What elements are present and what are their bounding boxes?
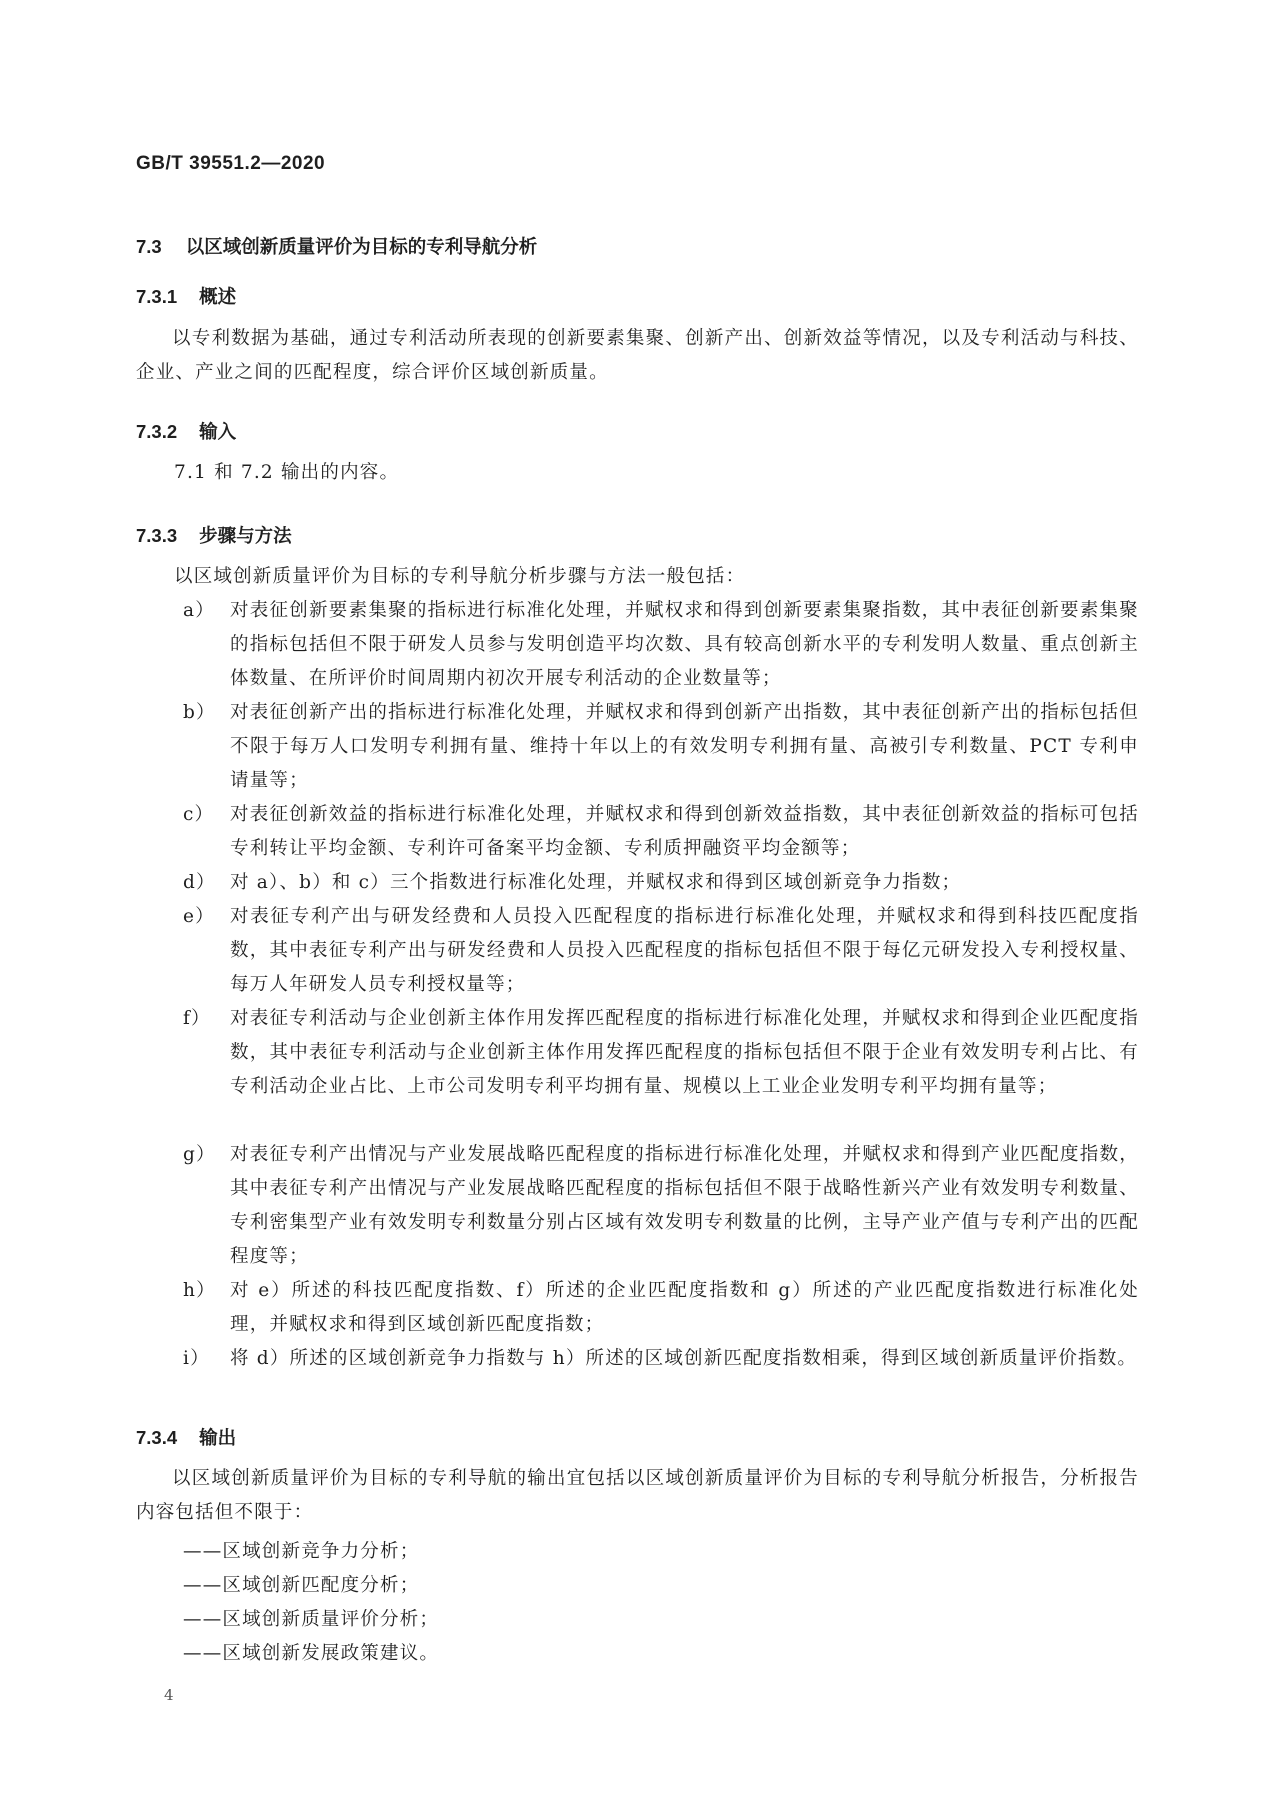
list-item-text: 对 a）、b）和 c）三个指数进行标准化处理，并赋权求和得到区域创新竞争力指数； — [230, 872, 962, 893]
standard-code: GB/T 39551.2—2020 — [136, 153, 326, 174]
list-item-text: 对表征专利产出与研发经费和人员投入匹配程度的指标进行标准化处理，并赋权求和得到科技匹配度指数，其中表征专利产出与研发经费和人员投入匹配程度的指标包括但不限于每亿元研发投入专利授权量、每万人年研发人员专利授权量等； — [230, 906, 1139, 995]
section-heading-7-3 — [136, 233, 537, 259]
list-item — [183, 1342, 1139, 1376]
paragraph-input: 7.1 和 7.2 输出的内容。 — [174, 462, 400, 483]
subsection-heading-7-3-3 — [136, 522, 292, 548]
list-item — [183, 1002, 1139, 1104]
list-item — [183, 696, 1139, 798]
subsection-number: 7.3.4 — [136, 1427, 178, 1448]
dash-list-item: ——区域创新质量评价分析； — [183, 1609, 440, 1630]
subsection-heading-7-3-4 — [136, 1424, 236, 1450]
list-item-text: 对表征创新要素集聚的指标进行标准化处理，并赋权求和得到创新要素集聚指数，其中表征创新要素集聚的指标包括但不限于研发人员参与发明创造平均次数、具有较高创新水平的专利发明人数量、重点创新主体数量、在所评价时间周期内初次开展专利活动的企业数量等； — [230, 600, 1139, 689]
list-item-text: 将 d）所述的区域创新竞争力指数与 h）所述的区域创新匹配度指数相乘，得到区域创新质量评价指数。 — [230, 1348, 1138, 1369]
list-marker: a） — [183, 600, 215, 621]
paragraph-output: 以区域创新质量评价为目标的专利导航的输出宜包括以区域创新质量评价为目标的专利导航分析报告，分析报告内容包括但不限于： — [136, 1468, 1139, 1523]
subsection-heading-7-3-2 — [136, 418, 236, 444]
subsection-number: 7.3.3 — [136, 525, 178, 546]
section-number: 7.3 — [136, 236, 162, 257]
subsection-number: 7.3.2 — [136, 421, 178, 442]
list-item-text: 对 e）所述的科技匹配度指数、f）所述的企业匹配度指数和 g）所述的产业匹配度指数进行标准化处理，并赋权求和得到区域创新匹配度指数； — [230, 1280, 1139, 1335]
list-item-text: 对表征专利产出情况与产业发展战略匹配程度的指标进行标准化处理，并赋权求和得到产业匹配度指数，其中表征专利产出情况与产业发展战略匹配程度的指标包括但不限于战略性新兴产业有效发明专利数量、专利密集型产业有效发明专利数量分别占区域有效发明专利数量的比例，主导产业产值与专利产出的匹配程度等； — [230, 1144, 1139, 1267]
dash-list-item: ——区域创新发展政策建议。 — [183, 1643, 440, 1664]
list-item — [183, 866, 1139, 900]
list-item — [183, 1138, 1139, 1274]
list-marker: c） — [183, 804, 215, 825]
list-item — [183, 900, 1139, 1002]
list-marker: b） — [183, 702, 216, 723]
list-item — [183, 594, 1139, 696]
dash-list-item: ——区域创新竞争力分析； — [183, 1541, 420, 1562]
paragraph-overview: 以专利数据为基础，通过专利活动所表现的创新要素集聚、创新产出、创新效益等情况，以及专利活动与科技、企业、产业之间的匹配程度，综合评价区域创新质量。 — [136, 328, 1139, 383]
list-marker: i） — [183, 1348, 210, 1369]
list-marker: d） — [183, 872, 216, 893]
subsection-title: 概述 — [199, 286, 237, 307]
subsection-number: 7.3.1 — [136, 286, 178, 307]
subsection-title: 步骤与方法 — [199, 525, 292, 546]
subsection-title: 输出 — [199, 1427, 237, 1448]
subsection-heading-7-3-1 — [136, 283, 236, 309]
section-title: 以区域创新质量评价为目标的专利导航分析 — [185, 236, 538, 257]
list-item-text: 对表征创新效益的指标进行标准化处理，并赋权求和得到创新效益指数，其中表征创新效益的指标可包括专利转让平均金额、专利许可备案平均金额、专利质押融资平均金额等； — [230, 804, 1139, 859]
list-item-text: 对表征专利活动与企业创新主体作用发挥匹配程度的指标进行标准化处理，并赋权求和得到企业匹配度指数，其中表征专利活动与企业创新主体作用发挥匹配程度的指标包括但不限于企业有效发明专利占比、有专利活动企业占比、上市公司发明专利平均拥有量、规模以上工业企业发明专利平均拥有量等； — [230, 1008, 1139, 1097]
paragraph-steps-intro: 以区域创新质量评价为目标的专利导航分析步骤与方法一般包括： — [174, 566, 746, 587]
page-number: 4 — [164, 1686, 174, 1704]
list-item — [183, 1274, 1139, 1342]
list-marker: e） — [183, 906, 215, 927]
list-item-text: 对表征创新产出的指标进行标准化处理，并赋权求和得到创新产出指数，其中表征创新产出的指标包括但不限于每万人口发明专利拥有量、维持十年以上的有效发明专利拥有量、高被引专利数量、PCT 专利申请量等； — [230, 702, 1139, 791]
subsection-title: 输入 — [199, 421, 237, 442]
list-marker: g） — [183, 1144, 216, 1165]
list-marker: h） — [183, 1280, 216, 1301]
list-item — [183, 798, 1139, 866]
dash-list-item: ——区域创新匹配度分析； — [183, 1575, 420, 1596]
list-marker: f） — [183, 1008, 211, 1029]
